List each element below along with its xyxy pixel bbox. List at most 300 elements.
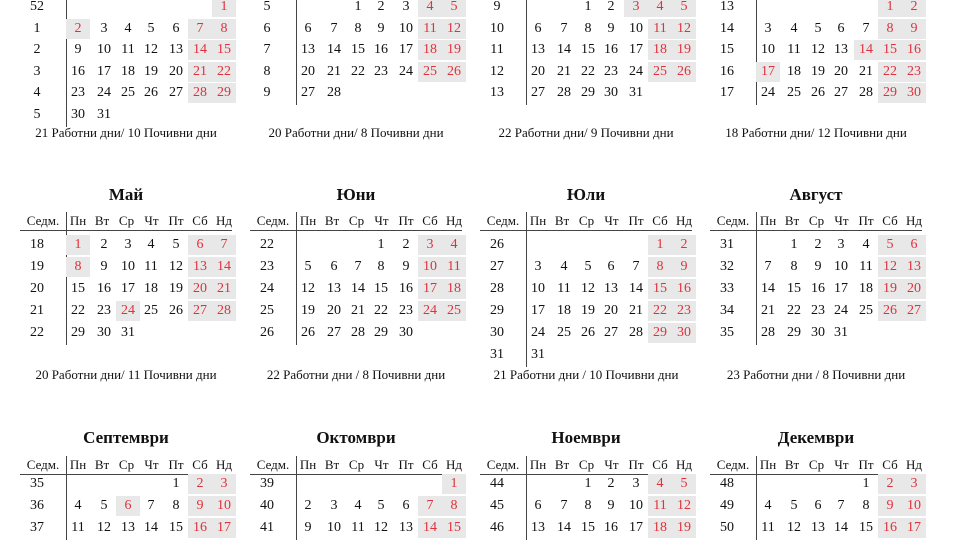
day-cell: 31 (629, 85, 643, 101)
day-cell: 14 (327, 42, 341, 58)
day-cell: 3 (418, 235, 442, 255)
day-cell: 17 (212, 518, 236, 538)
day-cell: 29 (878, 83, 902, 103)
week-number: 22 (260, 237, 274, 252)
day-cell: 11 (787, 42, 801, 58)
day-cell: 25 (121, 85, 135, 101)
day-cell: 4 (124, 20, 132, 36)
day-cell: 15 (581, 520, 595, 535)
day-cell: 20 (531, 63, 545, 79)
day-cell: 23 (97, 303, 111, 318)
day-cell: 16 (811, 281, 825, 296)
day-cell: 14 (834, 520, 848, 535)
day-cell: 28 (761, 325, 775, 340)
day-cell: 6 (534, 20, 542, 36)
day-cell: 6 (116, 496, 140, 516)
day-cell: 7 (354, 259, 362, 274)
weekday-header (710, 212, 922, 231)
weekday-label: Пт (168, 213, 184, 228)
day-cell: 21 (351, 303, 365, 318)
day-cell: 1 (790, 237, 798, 252)
weekday-label: Пн (299, 213, 317, 228)
day-cell: 16 (672, 279, 696, 299)
month-title: Септември (83, 428, 169, 447)
weekday-label: Чт (604, 457, 619, 472)
day-cell: 6 (534, 498, 542, 513)
week-number: 39 (260, 476, 274, 491)
day-cell: 14 (629, 281, 643, 296)
day-cell: 26 (169, 303, 183, 318)
day-cell: 24 (97, 85, 111, 101)
day-cell: 10 (629, 498, 643, 513)
day-cell: 9 (878, 496, 902, 516)
weekday-label: Пн (299, 457, 317, 472)
day-cell: 20 (902, 279, 926, 299)
day-cell: 24 (761, 85, 775, 101)
day-cell: 10 (418, 257, 442, 277)
weekday-label: Нд (445, 213, 462, 228)
weekday-label: Пт (398, 457, 414, 472)
day-cell: 20 (188, 279, 212, 299)
month-summary: 22 Работни дни / 8 Почивни дни (266, 367, 446, 382)
month-summary: 20 Работни дни/ 8 Почивни дни (268, 125, 444, 140)
day-cell: 1 (377, 237, 385, 252)
day-cell: 15 (351, 42, 365, 58)
day-cell: 28 (188, 83, 212, 103)
day-cell: 3 (632, 476, 640, 491)
weekday-label: Пт (628, 457, 644, 472)
day-cell: 29 (71, 325, 85, 340)
day-cell: 4 (648, 0, 672, 17)
weekday-label: Чт (144, 213, 159, 228)
day-cell: 5 (814, 20, 822, 36)
day-cell: 3 (534, 259, 542, 274)
day-cell: 13 (188, 257, 212, 277)
week-number: 15 (720, 42, 734, 58)
day-cell: 3 (764, 20, 772, 36)
day-cell: 22 (71, 303, 85, 318)
week-number: 9 (263, 85, 271, 101)
day-cell: 10 (761, 42, 775, 58)
weekday-label: Пт (858, 457, 874, 472)
day-cell: 9 (377, 20, 385, 36)
day-cell: 28 (557, 85, 571, 101)
day-cell: 13 (604, 281, 618, 296)
day-cell: 10 (327, 520, 341, 535)
weekday-header (20, 212, 232, 231)
week-number: 28 (490, 281, 504, 296)
day-cell: 6 (902, 235, 926, 255)
day-cell: 8 (442, 496, 466, 516)
weekday-label: Чт (144, 457, 159, 472)
day-cell: 18 (144, 281, 158, 296)
month-title: Май (108, 185, 144, 204)
weekday-label: Нд (445, 457, 462, 472)
day-cell: 3 (124, 237, 132, 252)
day-cell: 26 (301, 325, 315, 340)
week-number: 49 (720, 498, 734, 513)
day-cell: 16 (188, 518, 212, 538)
weekday-label: Нд (905, 213, 922, 228)
day-cell: 10 (902, 496, 926, 516)
day-cell: 8 (212, 19, 236, 39)
day-cell: 10 (121, 259, 135, 274)
day-cell: 13 (531, 520, 545, 535)
day-cell: 15 (648, 279, 672, 299)
day-cell: 29 (212, 83, 236, 103)
day-cell: 12 (442, 19, 466, 39)
day-cell: 2 (304, 498, 312, 513)
day-cell: 28 (212, 301, 236, 321)
day-cell: 12 (811, 42, 825, 58)
day-cell: 23 (604, 63, 618, 79)
weekday-label: Пт (398, 213, 414, 228)
day-cell: 18 (648, 518, 672, 538)
week-number: 35 (720, 325, 734, 340)
day-cell: 8 (862, 498, 870, 513)
day-cell: 9 (607, 20, 615, 36)
day-cell: 20 (604, 303, 618, 318)
day-cell: 26 (581, 325, 595, 340)
month-summary: 21 Работни дни / 10 Почивни дни (493, 367, 679, 382)
day-cell: 17 (121, 281, 135, 296)
week-number: 36 (30, 498, 44, 513)
weekday-label: Пт (858, 213, 874, 228)
weekday-label: Сб (882, 213, 898, 228)
day-cell: 7 (632, 259, 640, 274)
day-cell: 15 (787, 281, 801, 296)
day-cell: 2 (377, 0, 385, 14)
weekday-label: Вт (554, 457, 570, 472)
week-number: 46 (490, 520, 504, 535)
day-cell: 1 (442, 474, 466, 494)
day-cell: 3 (624, 0, 648, 17)
week-number: 19 (30, 259, 44, 274)
day-cell: 15 (581, 42, 595, 58)
day-cell: 14 (144, 520, 158, 535)
day-cell: 1 (354, 0, 362, 14)
day-cell: 22 (787, 303, 801, 318)
day-cell: 1 (878, 0, 902, 17)
day-cell: 8 (878, 19, 902, 39)
week-number: 18 (30, 237, 44, 252)
day-cell: 4 (862, 237, 870, 252)
day-cell: 21 (629, 303, 643, 318)
day-cell: 10 (212, 496, 236, 516)
day-cell: 2 (188, 474, 212, 494)
day-cell: 24 (629, 63, 643, 79)
day-cell: 7 (330, 20, 338, 36)
day-cell: 6 (402, 498, 410, 513)
week-number: 21 (30, 303, 44, 318)
day-cell: 23 (71, 85, 85, 101)
day-cell: 27 (169, 85, 183, 101)
month-title: Юни (336, 185, 376, 204)
day-cell: 14 (212, 257, 236, 277)
weekday-label: Сб (652, 213, 668, 228)
day-cell: 26 (144, 85, 158, 101)
day-cell: 16 (902, 40, 926, 60)
weekday-header (480, 456, 692, 475)
weekday-label: Пт (628, 213, 644, 228)
day-cell: 6 (172, 20, 180, 36)
day-cell: 29 (787, 325, 801, 340)
week-number: 44 (490, 476, 504, 491)
day-cell: 3 (212, 474, 236, 494)
day-cell: 12 (144, 42, 158, 58)
weekday-label: Ср (578, 457, 595, 472)
day-cell: 18 (557, 303, 571, 318)
day-cell: 12 (787, 520, 801, 535)
weekday-label: Чт (604, 213, 619, 228)
week-number: 8 (263, 63, 271, 79)
day-cell: 15 (859, 520, 873, 535)
day-cell: 9 (304, 520, 312, 535)
day-cell: 5 (377, 498, 385, 513)
day-cell: 30 (672, 323, 696, 343)
day-cell: 5 (584, 259, 592, 274)
weekday-header (250, 212, 462, 231)
day-cell: 8 (354, 20, 362, 36)
day-cell: 16 (878, 518, 902, 538)
day-cell: 29 (581, 85, 595, 101)
day-cell: 24 (531, 325, 545, 340)
week-number: 37 (30, 520, 44, 535)
day-cell: 7 (560, 498, 568, 513)
day-cell: 20 (301, 63, 315, 79)
day-cell: 16 (97, 281, 111, 296)
day-cell: 2 (902, 0, 926, 17)
day-cell: 2 (402, 237, 410, 252)
week-number: 35 (30, 476, 44, 491)
day-cell: 7 (862, 20, 870, 36)
day-cell: 15 (374, 281, 388, 296)
day-cell: 25 (144, 303, 158, 318)
day-cell: 8 (648, 257, 672, 277)
weekday-label: Ср (808, 213, 825, 228)
week-number: 26 (260, 325, 274, 340)
day-cell: 4 (764, 498, 772, 513)
day-cell: 12 (97, 520, 111, 535)
month-title: Октомври (316, 428, 396, 447)
day-cell: 19 (581, 303, 595, 318)
day-cell: 25 (648, 62, 672, 82)
day-cell: 10 (97, 42, 111, 58)
week-number-header: Седм. (716, 457, 750, 472)
day-cell: 26 (442, 62, 466, 82)
day-cell: 28 (629, 325, 643, 340)
week-number: 16 (720, 63, 734, 79)
week-number: 1 (33, 20, 41, 36)
day-cell: 1 (212, 0, 236, 17)
week-number: 14 (720, 20, 734, 36)
day-cell: 26 (811, 85, 825, 101)
day-cell: 15 (169, 520, 183, 535)
week-number: 17 (720, 85, 734, 101)
day-cell: 6 (814, 498, 822, 513)
month-title: Юли (566, 185, 606, 204)
month-summary: 23 Работни дни / 8 Почивни дни (726, 367, 906, 382)
day-cell: 22 (581, 63, 595, 79)
week-number: 3 (33, 63, 41, 79)
day-cell: 27 (604, 325, 618, 340)
week-number: 34 (720, 303, 734, 318)
week-number: 9 (493, 0, 501, 14)
day-cell: 21 (212, 279, 236, 299)
day-cell: 2 (607, 0, 615, 14)
week-number: 30 (490, 325, 504, 340)
weekday-header (20, 456, 232, 475)
week-number: 20 (30, 281, 44, 296)
day-cell: 11 (859, 259, 873, 274)
day-cell: 28 (351, 325, 365, 340)
day-cell: 31 (531, 347, 545, 362)
week-number: 33 (720, 281, 734, 296)
day-cell: 12 (169, 259, 183, 274)
week-number: 32 (720, 259, 734, 274)
day-cell: 27 (834, 85, 848, 101)
day-cell: 13 (531, 42, 545, 58)
week-number: 45 (490, 498, 504, 513)
day-cell: 13 (399, 520, 413, 535)
day-cell: 30 (399, 325, 413, 340)
day-cell: 31 (834, 325, 848, 340)
weekday-label: Сб (422, 457, 438, 472)
weekday-label: Пн (69, 457, 87, 472)
week-number: 41 (260, 520, 274, 535)
weekday-label: Сб (422, 213, 438, 228)
week-number: 24 (260, 281, 274, 296)
day-cell: 25 (859, 303, 873, 318)
month-summary: 22 Работни дни/ 9 Почивни дни (498, 125, 674, 140)
weekday-label: Чт (834, 457, 849, 472)
week-number: 12 (490, 63, 504, 79)
day-cell: 5 (172, 237, 180, 252)
day-cell: 15 (878, 40, 902, 60)
weekday-label: Чт (834, 213, 849, 228)
day-cell: 9 (188, 496, 212, 516)
day-cell: 3 (837, 237, 845, 252)
day-cell: 24 (399, 63, 413, 79)
week-number: 31 (490, 347, 504, 362)
month-summary: 20 Работни дни/ 11 Почивни дни (35, 367, 217, 382)
day-cell: 12 (672, 19, 696, 39)
day-cell: 23 (672, 301, 696, 321)
day-cell: 14 (761, 281, 775, 296)
day-cell: 26 (878, 301, 902, 321)
day-cell: 3 (100, 20, 108, 36)
day-cell: 17 (629, 520, 643, 535)
day-cell: 21 (761, 303, 775, 318)
day-cell: 8 (66, 257, 90, 277)
day-cell: 25 (557, 325, 571, 340)
day-cell: 5 (878, 235, 902, 255)
day-cell: 14 (188, 40, 212, 60)
day-cell: 13 (811, 520, 825, 535)
day-cell: 12 (672, 496, 696, 516)
week-number: 10 (490, 20, 504, 36)
day-cell: 23 (374, 63, 388, 79)
day-cell: 1 (584, 0, 592, 14)
day-cell: 8 (172, 498, 180, 513)
day-cell: 18 (859, 281, 873, 296)
weekday-label: Сб (652, 457, 668, 472)
day-cell: 27 (531, 85, 545, 101)
day-cell: 14 (418, 518, 442, 538)
day-cell: 14 (557, 42, 571, 58)
weekday-label: Вт (94, 457, 110, 472)
weekday-label: Пн (69, 213, 87, 228)
day-cell: 6 (304, 20, 312, 36)
weekday-label: Вт (324, 457, 340, 472)
day-cell: 9 (814, 259, 822, 274)
day-cell: 4 (418, 0, 442, 17)
week-number-header: Седм. (256, 457, 290, 472)
day-cell: 6 (188, 235, 212, 255)
day-cell: 11 (121, 42, 135, 58)
day-cell: 14 (557, 520, 571, 535)
day-cell: 19 (301, 303, 315, 318)
day-cell: 8 (377, 259, 385, 274)
day-cell: 8 (584, 498, 592, 513)
day-cell: 4 (147, 237, 155, 252)
weekday-label: Пн (759, 213, 777, 228)
day-cell: 28 (327, 85, 341, 101)
day-cell: 2 (814, 237, 822, 252)
month-title: Август (789, 185, 843, 204)
day-cell: 13 (301, 42, 315, 58)
day-cell: 23 (399, 303, 413, 318)
weekday-label: Нд (905, 457, 922, 472)
day-cell: 22 (878, 62, 902, 82)
day-cell: 14 (351, 281, 365, 296)
day-cell: 17 (834, 281, 848, 296)
day-cell: 4 (354, 498, 362, 513)
day-cell: 22 (351, 63, 365, 79)
day-cell: 7 (764, 259, 772, 274)
day-cell: 21 (327, 63, 341, 79)
day-cell: 11 (761, 520, 775, 535)
weekday-label: Пт (168, 457, 184, 472)
day-cell: 20 (327, 303, 341, 318)
day-cell: 9 (74, 42, 82, 58)
day-cell: 30 (811, 325, 825, 340)
day-cell: 27 (327, 325, 341, 340)
day-cell: 17 (418, 279, 442, 299)
day-cell: 12 (581, 281, 595, 296)
day-cell: 21 (188, 62, 212, 82)
weekday-label: Пн (759, 457, 777, 472)
day-cell: 4 (560, 259, 568, 274)
weekday-label: Чт (374, 457, 389, 472)
day-cell: 22 (648, 301, 672, 321)
weekday-label: Ср (808, 457, 825, 472)
week-number: 7 (263, 42, 271, 58)
day-cell: 11 (557, 281, 571, 296)
weekday-label: Ср (348, 213, 365, 228)
weekday-label: Нд (675, 213, 692, 228)
day-cell: 2 (672, 235, 696, 255)
weekday-label: Нд (215, 457, 232, 472)
day-cell: 17 (902, 518, 926, 538)
day-cell: 27 (188, 301, 212, 321)
day-cell: 6 (330, 259, 338, 274)
day-cell: 13 (902, 257, 926, 277)
day-cell: 10 (834, 259, 848, 274)
day-cell: 15 (442, 518, 466, 538)
weekday-label: Ср (578, 213, 595, 228)
day-cell: 9 (607, 498, 615, 513)
